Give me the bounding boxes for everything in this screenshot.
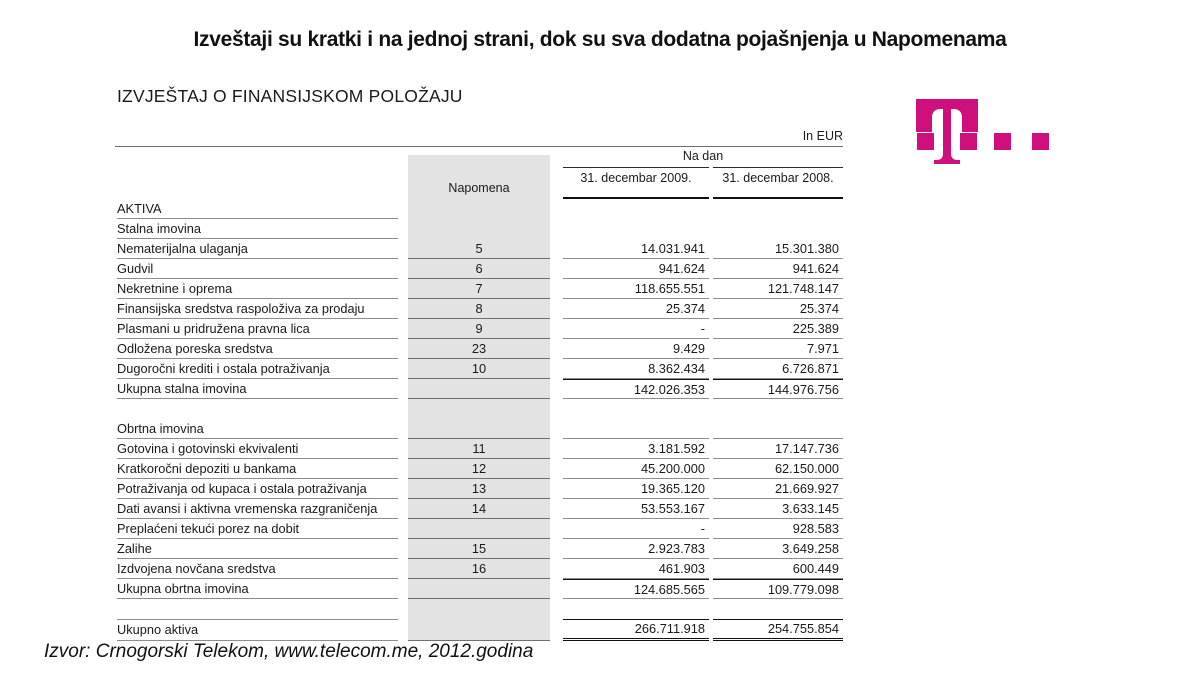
financial-statement xyxy=(115,86,843,641)
table-row xyxy=(115,519,843,539)
row-value-current: 53.553.167 xyxy=(563,499,709,519)
row-label: AKTIVA xyxy=(117,199,398,219)
row-note: 10 xyxy=(408,359,550,379)
table-row xyxy=(115,279,843,299)
row-value-prior: 225.389 xyxy=(713,319,843,339)
row-label: Kratkoročni depoziti u bankama xyxy=(117,459,398,479)
row-value-prior: 25.374 xyxy=(713,299,843,319)
row-label: Ukupna stalna imovina xyxy=(117,379,398,399)
row-note: 8 xyxy=(408,299,550,319)
row-value-current: 2.923.783 xyxy=(563,539,709,559)
row-value-prior: 15.301.380 xyxy=(713,239,843,259)
row-label: Odložena poreska sredstva xyxy=(117,339,398,359)
table-row-spacer xyxy=(115,599,843,619)
row-value-current: 19.365.120 xyxy=(563,479,709,499)
table-row xyxy=(115,439,843,459)
table-row xyxy=(115,559,843,579)
period-header: Na dan xyxy=(682,149,724,163)
row-note: 11 xyxy=(408,439,550,459)
row-value-current: 14.031.941 xyxy=(563,239,709,259)
column-header-year-current: 31. decembar 2009. xyxy=(563,167,709,199)
telekom-logo xyxy=(906,96,1056,168)
row-note: 6 xyxy=(408,259,550,279)
table-row-subtotal xyxy=(115,579,843,599)
row-value-prior: 21.669.927 xyxy=(713,479,843,499)
row-label: Obrtna imovina xyxy=(117,419,398,439)
row-value-prior xyxy=(713,399,843,419)
source-caption: Izvor: Crnogorski Telekom, www.telecom.me, 2012.godina xyxy=(44,641,534,662)
row-label: Zalihe xyxy=(117,539,398,559)
row-note: 23 xyxy=(408,339,550,359)
slide-title: Izveštaji su kratki i na jednoj strani, dok su sva dodatna pojašnjenja u Napomenama xyxy=(193,28,1007,51)
table-row-spacer xyxy=(115,399,843,419)
table-row xyxy=(115,459,843,479)
row-label: Nematerijalna ulaganja xyxy=(117,239,398,259)
row-value-prior: 6.726.871 xyxy=(713,359,843,379)
row-label: Ukupna obrtna imovina xyxy=(117,579,398,599)
row-label: Stalna imovina xyxy=(117,219,398,239)
row-label: Izdvojena novčana sredstva xyxy=(117,559,398,579)
table-row xyxy=(115,259,843,279)
row-value-current: 45.200.000 xyxy=(563,459,709,479)
row-label: Finansijska sredstva raspoloživa za prodaju xyxy=(117,299,398,319)
table-body xyxy=(115,199,843,641)
row-note xyxy=(408,379,550,399)
row-value-current: 25.374 xyxy=(563,299,709,319)
row-note: 15 xyxy=(408,539,550,559)
row-value-prior: 109.779.098 xyxy=(713,579,843,599)
row-note xyxy=(408,519,550,539)
row-note: 5 xyxy=(408,239,550,259)
row-note xyxy=(408,219,550,239)
table-row-subtotal xyxy=(115,379,843,399)
table-row xyxy=(115,199,843,219)
row-value-current: 118.655.551 xyxy=(563,279,709,299)
row-value-prior: 3.649.258 xyxy=(713,539,843,559)
table-row xyxy=(115,419,843,439)
row-value-prior: 928.583 xyxy=(713,519,843,539)
row-value-prior: 600.449 xyxy=(713,559,843,579)
row-value-current: 142.026.353 xyxy=(563,379,709,399)
row-value-current: 9.429 xyxy=(563,339,709,359)
row-value-current: 461.903 xyxy=(563,559,709,579)
row-label: Plasmani u pridružena pravna lica xyxy=(117,319,398,339)
row-note xyxy=(408,599,550,619)
column-header-note xyxy=(408,155,550,199)
row-value-current: 941.624 xyxy=(563,259,709,279)
row-value-prior xyxy=(713,419,843,439)
row-value-prior: 7.971 xyxy=(713,339,843,359)
row-value-prior xyxy=(713,599,843,619)
row-note: 14 xyxy=(408,499,550,519)
row-note: 12 xyxy=(408,459,550,479)
row-value-prior: 121.748.147 xyxy=(713,279,843,299)
table-row xyxy=(115,499,843,519)
table-row xyxy=(115,319,843,339)
row-label: Dugoročni krediti i ostala potraživanja xyxy=(117,359,398,379)
row-value-current xyxy=(563,599,709,619)
row-value-current: 8.362.434 xyxy=(563,359,709,379)
table-row xyxy=(115,539,843,559)
table-row xyxy=(115,359,843,379)
header-rule xyxy=(115,146,843,147)
table-row xyxy=(115,479,843,499)
row-value-current: - xyxy=(563,319,709,339)
row-note: 16 xyxy=(408,559,550,579)
row-label: Dati avansi i aktivna vremenska razgraničenja xyxy=(117,499,398,519)
row-note xyxy=(408,399,550,419)
column-header-year-prior: 31. decembar 2008. xyxy=(713,167,843,199)
row-note: 9 xyxy=(408,319,550,339)
row-label: Potraživanja od kupaca i ostala potraživanja xyxy=(117,479,398,499)
row-note xyxy=(408,619,550,641)
row-label: Ukupno aktiva xyxy=(117,619,398,641)
row-value-current: - xyxy=(563,519,709,539)
table-row xyxy=(115,339,843,359)
table-row xyxy=(115,299,843,319)
row-value-current: 124.685.565 xyxy=(563,579,709,599)
row-value-prior: 17.147.736 xyxy=(713,439,843,459)
row-label: Nekretnine i oprema xyxy=(117,279,398,299)
row-value-current xyxy=(563,219,709,239)
row-value-current xyxy=(563,199,709,219)
row-value-current xyxy=(563,399,709,419)
table-row xyxy=(115,219,843,239)
row-value-prior: 941.624 xyxy=(713,259,843,279)
row-value-prior: 254.755.854 xyxy=(713,619,843,641)
row-value-prior: 62.150.000 xyxy=(713,459,843,479)
row-note xyxy=(408,419,550,439)
row-note: 13 xyxy=(408,479,550,499)
table-header xyxy=(115,129,843,199)
currency-note: In EUR xyxy=(802,129,843,143)
row-value-current: 266.711.918 xyxy=(563,619,709,641)
table-row-total xyxy=(115,619,843,641)
row-value-current xyxy=(563,419,709,439)
row-label: Gudvil xyxy=(117,259,398,279)
report-title: IZVJEŠTAJ O FINANSIJSKOM POLOŽAJU xyxy=(117,86,463,106)
row-note: 7 xyxy=(408,279,550,299)
row-value-prior: 144.976.756 xyxy=(713,379,843,399)
row-label xyxy=(117,399,398,419)
column-header-note-label: Napomena xyxy=(448,181,510,195)
row-label: Preplaćeni tekući porez na dobit xyxy=(117,519,398,539)
table-row xyxy=(115,239,843,259)
row-value-prior xyxy=(713,219,843,239)
row-label: Gotovina i gotovinski ekvivalenti xyxy=(117,439,398,459)
row-label xyxy=(117,599,398,619)
row-value-prior xyxy=(713,199,843,219)
row-note xyxy=(408,579,550,599)
row-value-current: 3.181.592 xyxy=(563,439,709,459)
row-value-prior: 3.633.145 xyxy=(713,499,843,519)
row-note xyxy=(408,199,550,219)
